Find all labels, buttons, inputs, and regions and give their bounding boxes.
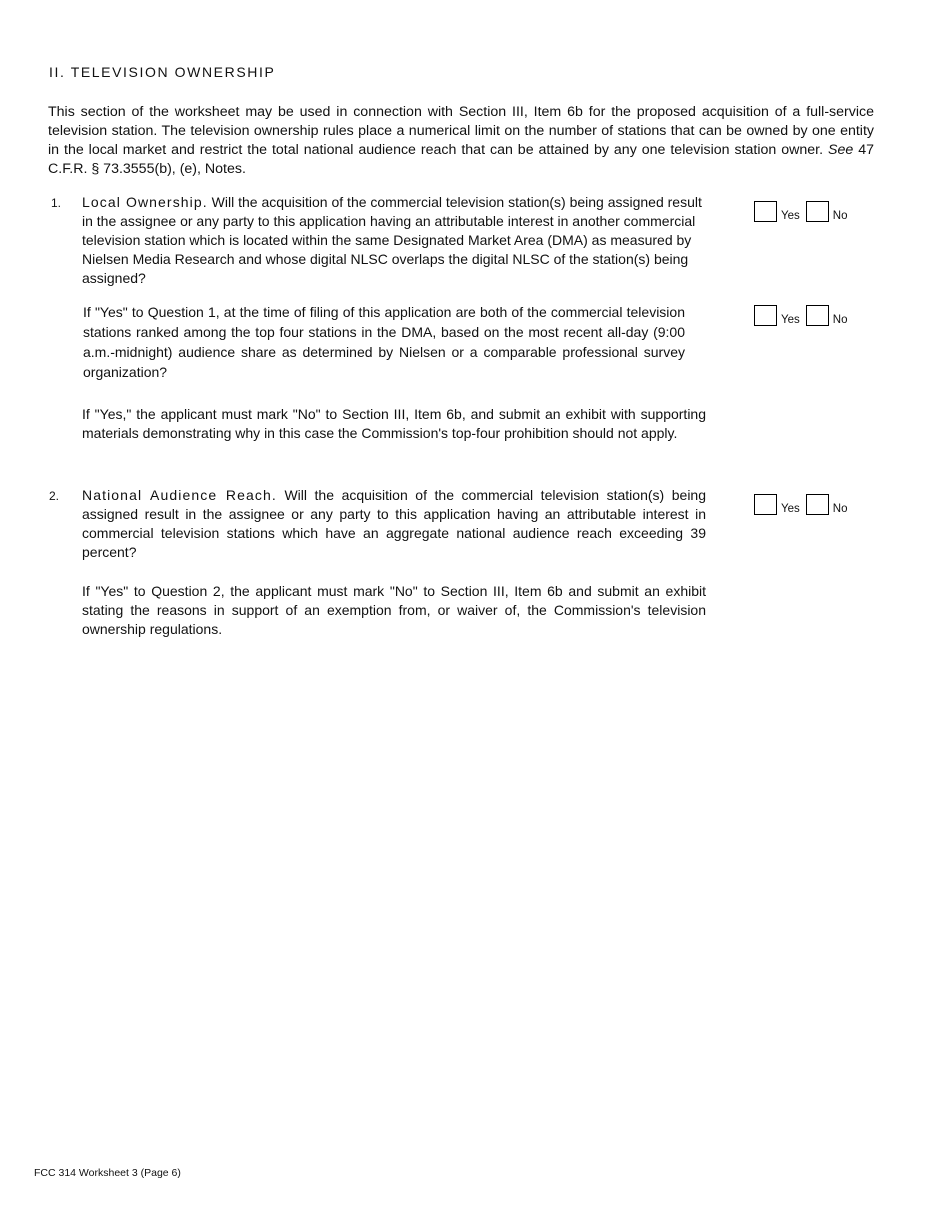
section-intro: [48, 103, 874, 179]
intro-see: See: [828, 142, 854, 158]
page-footer: FCC 314 Worksheet 3 (Page 6): [34, 1167, 181, 1179]
intro-citation: 47 C.F.R. § 73.3555(b), (e), Notes.: [48, 142, 874, 177]
question-1-no-checkbox[interactable]: [806, 201, 829, 222]
section-title: II. TELEVISION OWNERSHIP: [49, 64, 276, 80]
question-1-text: [82, 193, 704, 288]
question-2-body: Will the acquisition of the commercial television station(s) being assigned result in the assignee or any party to this application having an attributable interest in commercial television stations which have an aggregate national audience reach exceeding 39 percent?: [82, 487, 707, 560]
question-2-text: [82, 486, 706, 562]
yes-label: Yes: [781, 210, 800, 222]
question-2-note: If "Yes" to Question 2, the applicant must mark "No" to Section III, Item 6b and submit an exhibit stating the reasons in support of an exemption from, or waiver of, the Commission's television ownership regulations.: [82, 583, 706, 637]
question-2-number: 2.: [49, 489, 60, 503]
no-label: No: [832, 210, 848, 222]
question-1-followup-yes-no: [754, 305, 853, 326]
question-2-yes-checkbox[interactable]: [754, 494, 777, 515]
question-1-number: 1.: [51, 196, 62, 210]
yes-label: Yes: [781, 503, 800, 515]
no-label: No: [832, 314, 848, 326]
no-label: No: [832, 503, 848, 515]
question-1-note: If "Yes," the applicant must mark "No" to Section III, Item 6b, and submit an exhibit with supporting materials demonstrating why in this case the Commission's top-four prohibition should not apply.: [82, 406, 706, 441]
question-1-lead: Local Ownership.: [82, 194, 208, 210]
question-2-yes-no: [754, 494, 853, 515]
question-1-yes-no: [754, 201, 853, 222]
question-1-followup-no-checkbox[interactable]: [806, 305, 829, 326]
question-1-followup-yes-checkbox[interactable]: [754, 305, 777, 326]
question-1-yes-checkbox[interactable]: [754, 201, 777, 222]
question-1-body: Will the acquisition of the commercial television station(s) being assigned result in the assignee or any party to this application having an attributable interest in another commercial television station which is located within the same Designated Market Area (DMA) as measured by Nielsen Media Research and whose digital NLSC overlaps the digital NLSC of the station(s) being assigned?: [82, 194, 702, 286]
question-2-no-checkbox[interactable]: [806, 494, 829, 515]
intro-text: This section of the worksheet may be used in connection with Section III, Item 6b for the proposed acquisition of a full-service television station. The television ownership rules place a numerical limit on the number of stations that can be owned by one entity in the local market and restrict the total national audience reach that can be attained by any one television station owner.: [48, 104, 874, 158]
yes-label: Yes: [781, 314, 800, 326]
question-2-lead: National Audience Reach.: [82, 487, 277, 503]
question-1-followup: If "Yes" to Question 1, at the time of filing of this application are both of the commercial television stations ranked among the top four stations in the DMA, based on the most recent all-day (9:00 a.m.-midnight) audience share as determined by Nielsen or a comparable professional survey organization?: [83, 304, 685, 380]
